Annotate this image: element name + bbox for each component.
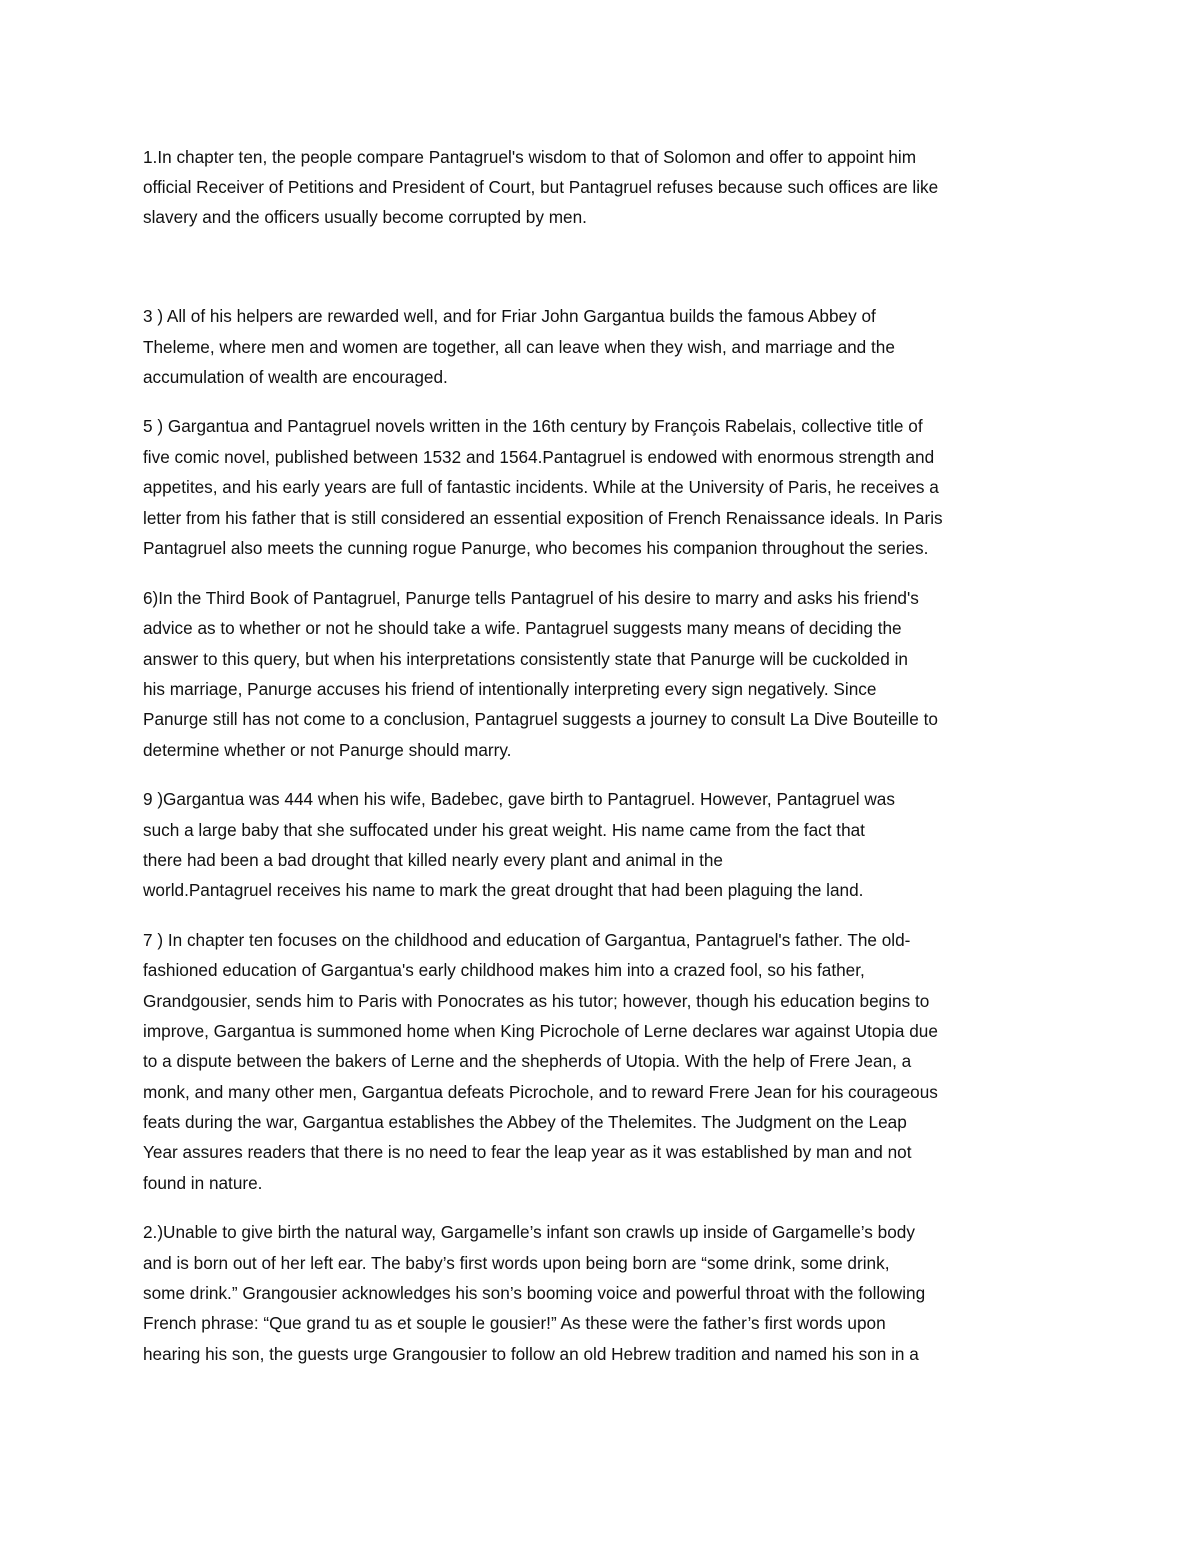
paragraph-7-line: to a dispute between the bakers of Lerne and the shepherds of Utopia. With the help of Frere Jean, a <box>143 1051 912 1071</box>
paragraph-6-line: advice as to whether or not he should take a wife. Pantagruel suggests many means of deciding the <box>143 618 902 638</box>
paragraph-5-line: Pantagruel also meets the cunning rogue Panurge, who becomes his companion throughout the series. <box>143 538 929 558</box>
paragraph-2-line: some drink.” Grangousier acknowledges his son’s booming voice and powerful throat with the following <box>143 1283 926 1303</box>
paragraph-6-line: 6)In the Third Book of Pantagruel, Panurge tells Pantagruel of his desire to marry and asks his friend's <box>143 588 919 608</box>
paragraph-7-line: improve, Gargantua is summoned home when King Picrochole of Lerne declares war against Utopia due <box>143 1021 938 1041</box>
paragraph-7-line: Grandgousier, sends him to Paris with Ponocrates as his tutor; however, though his education begins to <box>143 991 930 1011</box>
paragraph-6-line: Panurge still has not come to a conclusion, Pantagruel suggests a journey to consult La Dive Bouteille to <box>143 709 938 729</box>
paragraph-2-line: hearing his son, the guests urge Grangousier to follow an old Hebrew tradition and named his son in a <box>143 1344 919 1364</box>
paragraph-9-line: world.Pantagruel receives his name to mark the great drought that had been plaguing the land. <box>143 880 864 900</box>
paragraph-5-line: letter from his father that is still considered an essential exposition of French Renaissance ideals. In Paris <box>143 508 943 528</box>
paragraph-9-line: such a large baby that she suffocated under his great weight. His name came from the fact that <box>143 820 865 840</box>
paragraph-2-line: French phrase: “Que grand tu as et souple le gousier!” As these were the father’s first words upon <box>143 1313 886 1333</box>
paragraph-5-line: appetites, and his early years are full of fantastic incidents. While at the University of Paris, he receives a <box>143 477 939 497</box>
paragraph-5-line: 5 ) Gargantua and Pantagruel novels written in the 16th century by François Rabelais, collective title of <box>143 416 923 436</box>
paragraph-6-line: determine whether or not Panurge should marry. <box>143 740 512 760</box>
paragraph-7-line: fashioned education of Gargantua's early childhood makes him into a crazed fool, so his father, <box>143 960 865 980</box>
paragraph-7-line: 7 ) In chapter ten focuses on the childhood and education of Gargantua, Pantagruel's father. The old- <box>143 930 911 950</box>
paragraph-3-line: 3 ) All of his helpers are rewarded well, and for Friar John Gargantua builds the famous Abbey of <box>143 306 876 326</box>
paragraph-6-line: his marriage, Panurge accuses his friend of intentionally interpreting every sign negatively. Since <box>143 679 877 699</box>
paragraph-5-line: five comic novel, published between 1532 and 1564.Pantagruel is endowed with enormous strength and <box>143 447 935 467</box>
paragraph-2-line: 2.)Unable to give birth the natural way, Gargamelle’s infant son crawls up inside of Gargamelle’s body <box>143 1222 915 1242</box>
paragraph-9-line: there had been a bad drought that killed nearly every plant and animal in the <box>143 850 723 870</box>
paragraph-2-line: and is born out of her left ear. The baby’s first words upon being born are “some drink, some drink, <box>143 1253 890 1273</box>
paragraph-7-line: feats during the war, Gargantua establishes the Abbey of the Thelemites. The Judgment on the Leap <box>143 1112 907 1132</box>
paragraph-7-line: monk, and many other men, Gargantua defeats Picrochole, and to reward Frere Jean for his courageous <box>143 1082 938 1102</box>
paragraph-7-line: found in nature. <box>143 1173 263 1193</box>
paragraph-3-line: Theleme, where men and women are together, all can leave when they wish, and marriage and the <box>143 337 895 357</box>
paragraph-6-line: answer to this query, but when his interpretations consistently state that Panurge will be cuckolded in <box>143 649 908 669</box>
paragraph-3-line: accumulation of wealth are encouraged. <box>143 367 448 387</box>
paragraph-7-line: Year assures readers that there is no need to fear the leap year as it was established by man and not <box>143 1142 912 1162</box>
paragraph-1-line: slavery and the officers usually become corrupted by men. <box>143 207 587 227</box>
paragraph-9-line: 9 )Gargantua was 444 when his wife, Badebec, gave birth to Pantagruel. However, Pantagruel was <box>143 789 895 809</box>
paragraph-1-line: official Receiver of Petitions and President of Court, but Pantagruel refuses because such offices are like <box>143 177 939 197</box>
paragraph-1-line: 1.In chapter ten, the people compare Pantagruel's wisdom to that of Solomon and offer to appoint him <box>143 147 917 167</box>
